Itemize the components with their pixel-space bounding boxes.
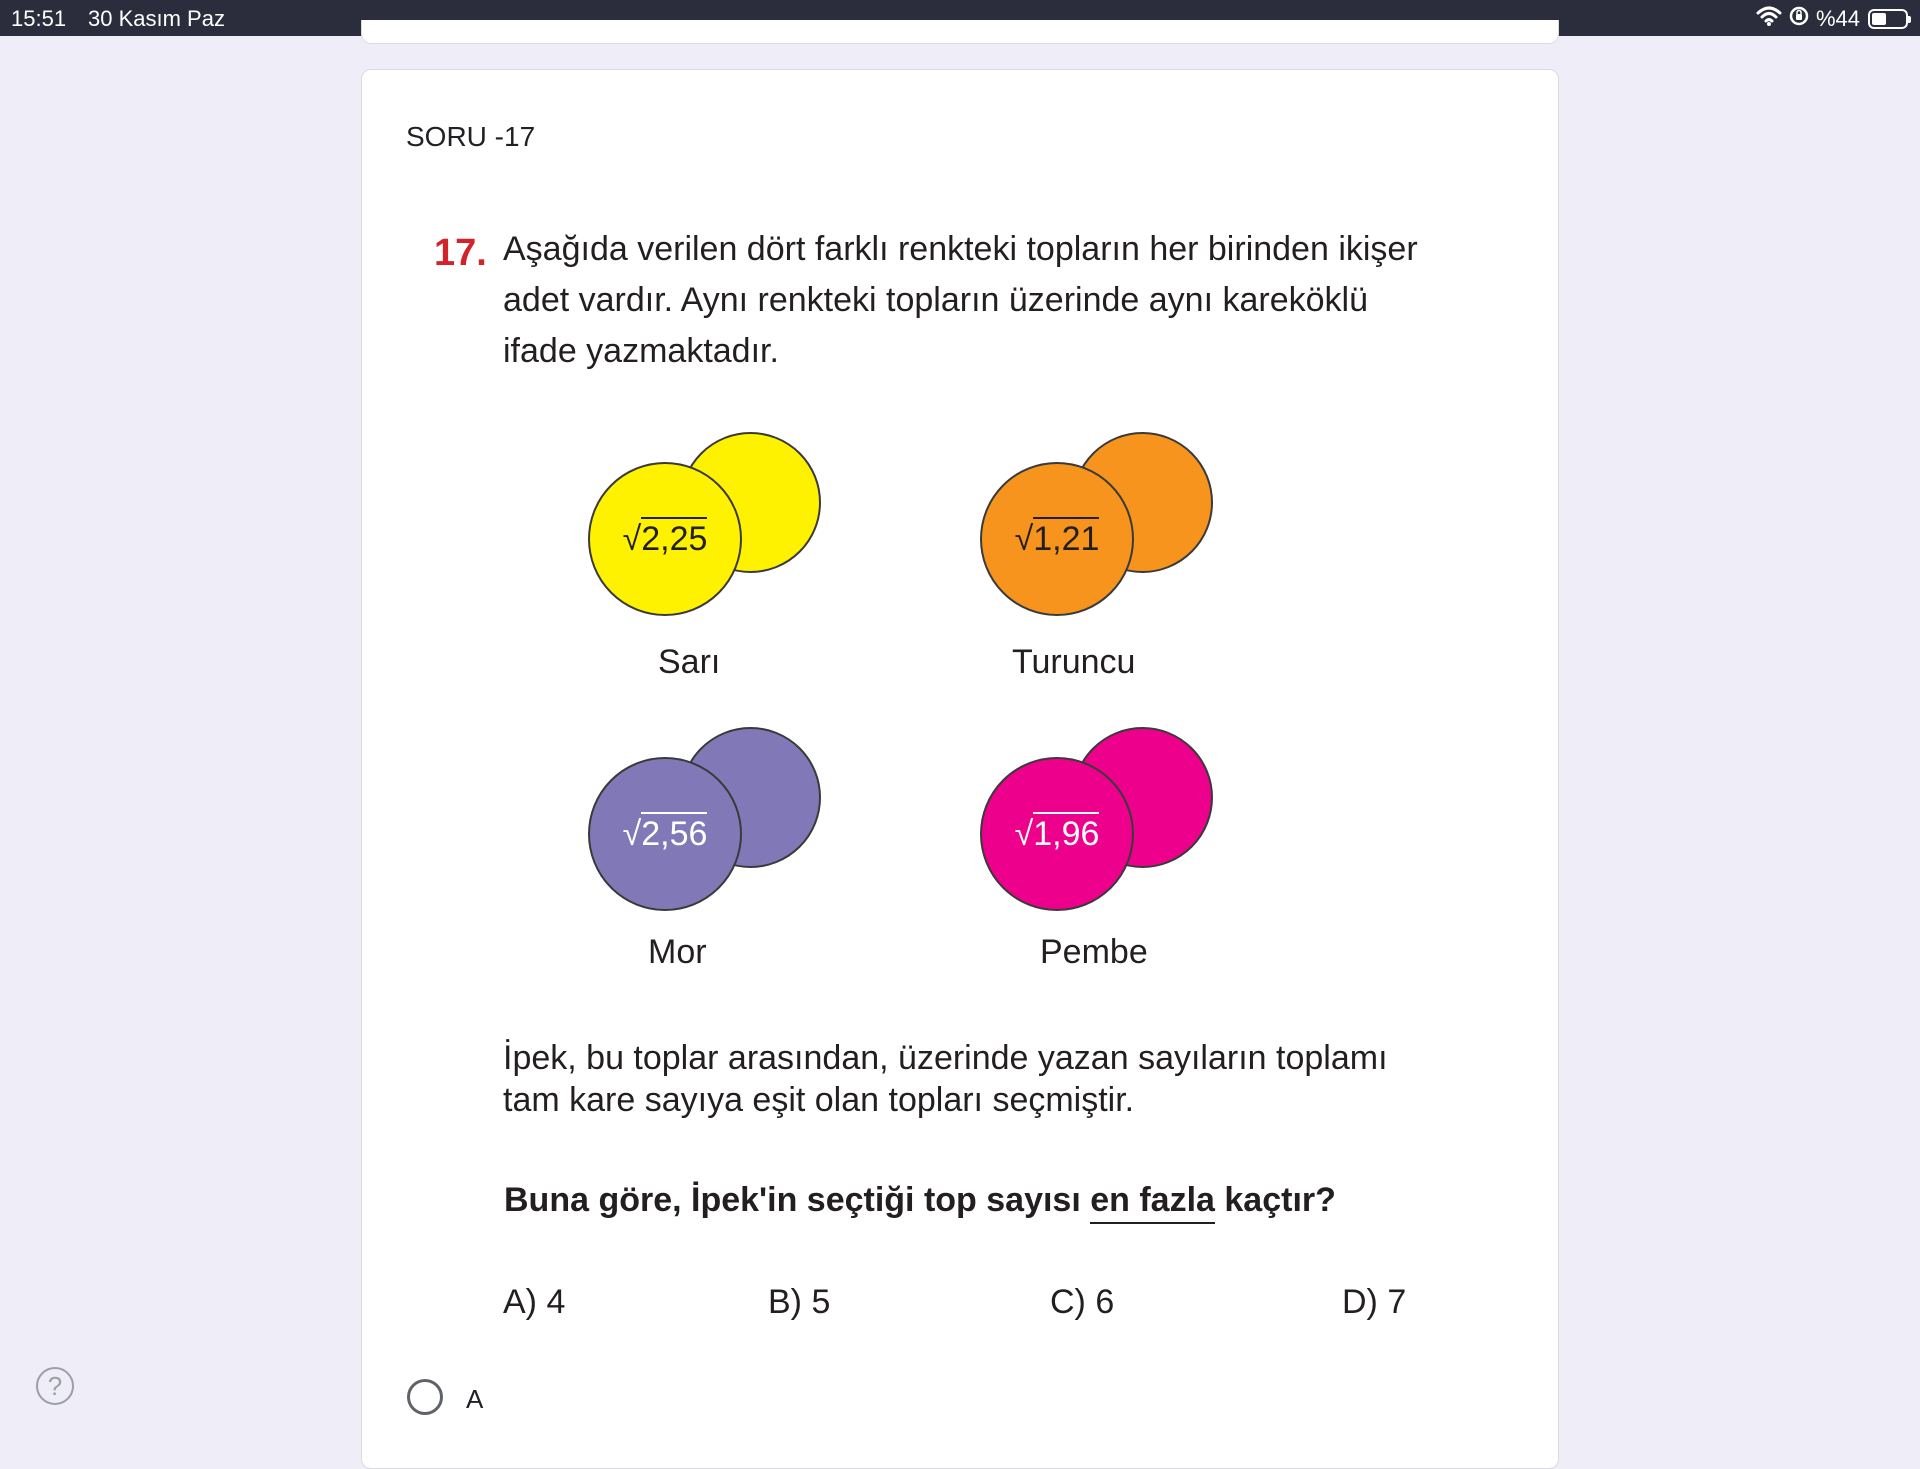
problem-intro: Aşağıda verilen dört farklı renkteki topların her birinden ikişer adet vardır. Aynı renkteki topların üzerinde aynı kareköklü ifade yazmaktadır. <box>503 230 1418 370</box>
radicand: 1,96 <box>1033 812 1099 853</box>
option-b-text: B) 5 <box>768 1283 831 1321</box>
answer-radio-a[interactable] <box>407 1379 443 1415</box>
sqrt-expression <box>623 520 708 559</box>
status-indicators <box>1756 5 1908 33</box>
radicand: 2,56 <box>641 812 707 853</box>
ball-name-pembe: Pembe <box>1040 933 1148 971</box>
ball-front <box>980 462 1134 616</box>
sqrt-expression <box>1015 815 1100 854</box>
sqrt-expression <box>623 815 708 854</box>
help-icon[interactable]: ? <box>36 1367 74 1405</box>
ball-group-mor <box>588 727 848 927</box>
status-time: 15:51 <box>11 6 67 31</box>
question-text-underlined: en fazla <box>1090 1181 1215 1224</box>
option-a-text: A) 4 <box>503 1283 566 1321</box>
screen-lock-rotation-icon <box>1788 5 1810 33</box>
ball-front <box>588 757 742 911</box>
question-text-after: kaçtır? <box>1214 1181 1336 1219</box>
ball-group-sari <box>588 432 848 632</box>
problem-number: 17. <box>434 232 487 274</box>
problem-paragraph: İpek, bu toplar arasından, üzerinde yazan sayıların toplamı tam kare sayıya eşit olan topları seçmiştir. <box>503 1039 1388 1119</box>
radicand: 1,21 <box>1033 517 1099 558</box>
option-c-text: C) 6 <box>1050 1283 1115 1321</box>
answer-label-a[interactable]: A <box>466 1384 484 1414</box>
sqrt-expression <box>1015 520 1100 559</box>
radicand: 2,25 <box>641 517 707 558</box>
status-date: 30 Kasım Paz <box>88 6 225 31</box>
option-d-text: D) 7 <box>1342 1283 1407 1321</box>
question-text-before: Buna göre, İpek'in seçtiği top sayısı <box>504 1181 1091 1219</box>
radical-sign: √ <box>622 814 642 853</box>
ball-group-turuncu <box>980 432 1240 632</box>
ball-name-mor: Mor <box>648 933 707 971</box>
ball-front <box>980 757 1134 911</box>
radical-sign: √ <box>1014 519 1034 558</box>
battery-percentage: %44 <box>1815 6 1860 31</box>
previous-card-edge <box>361 20 1559 44</box>
problem-question <box>504 1181 1336 1220</box>
ball-name-turuncu: Turuncu <box>1012 643 1136 681</box>
radical-sign: √ <box>1014 814 1034 853</box>
wifi-icon <box>1756 5 1782 33</box>
ball-name-sari: Sarı <box>658 643 721 681</box>
ball-group-pembe <box>980 727 1240 927</box>
radical-sign: √ <box>622 519 642 558</box>
battery-icon <box>1868 9 1908 29</box>
ball-front <box>588 462 742 616</box>
question-title: SORU -17 <box>406 121 536 152</box>
